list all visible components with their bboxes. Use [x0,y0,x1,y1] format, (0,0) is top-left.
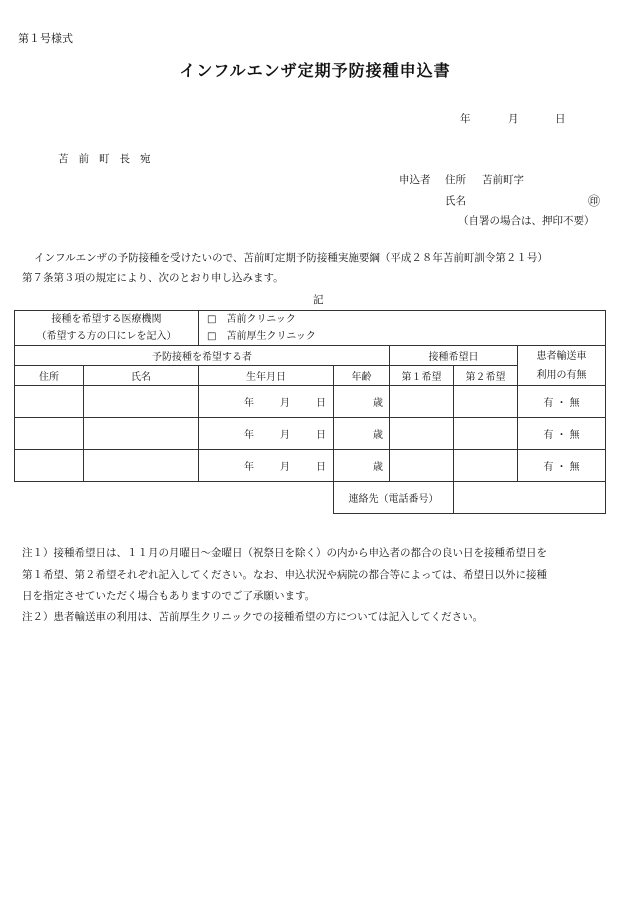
seal-note: （自署の場合は、押印不要） [458,215,595,227]
dob-day-label: 日 [316,398,326,409]
age-field[interactable] [334,386,390,418]
name-field[interactable] [84,450,199,482]
note-1-line-2: 第１希望、第２希望それぞれ記入してください。なお、申込状況や病院の都合等によっては、希望日以外に接種 [22,569,547,581]
age-field[interactable] [334,418,390,450]
application-table [14,310,606,514]
table-row [15,450,606,482]
institution-option-1-label: 苫前クリニック [226,314,296,325]
second-choice-field[interactable] [454,418,518,450]
col-dob: 生年月日 [199,366,334,386]
dob-year-label: 年 [244,462,254,473]
seal-mark: ㊞ [588,194,601,208]
applicant-address-label: 住所 [445,174,466,186]
section-transport-header [518,346,606,386]
checkbox-icon[interactable]: □ [207,331,217,342]
dob-month-label: 月 [280,398,290,409]
ki-label: 記 [313,294,324,306]
dob-field[interactable] [199,386,334,418]
transport-choice[interactable]: 有 ・ 無 [518,386,606,418]
dob-year-label: 年 [244,398,254,409]
section-person-header: 予防接種を希望する者 [15,346,390,366]
col-name: 氏名 [84,366,199,386]
section-dates-header: 接種希望日 [390,346,518,366]
second-choice-field[interactable] [454,386,518,418]
name-field[interactable] [84,418,199,450]
first-choice-field[interactable] [390,386,454,418]
form-number: 第１号様式 [18,32,73,45]
dob-field[interactable] [199,450,334,482]
transport-header-1: 患者輸送車 [536,350,587,362]
intro-line-2: 第７条第３項の規定により、次のとおり申し込みます。 [22,272,284,284]
intro-line-1 [22,250,618,265]
institution-label-cell [15,311,199,346]
col-address: 住所 [15,366,84,386]
col-first-choice: 第１希望 [390,366,454,386]
table-row [15,418,606,450]
date-day-label: 日 [555,113,566,125]
name-field[interactable] [84,386,199,418]
dob-field[interactable] [199,418,334,450]
address-field[interactable] [15,450,84,482]
date-line [0,111,630,125]
address-field[interactable] [15,386,84,418]
age-unit-label: 歳 [373,430,383,441]
contact-label: 連絡先（電話番号） [334,482,454,514]
table-row [15,386,606,418]
institution-label-2: （希望する方の口にレを記入） [36,331,177,342]
institution-option-2-label: 苫前厚生クリニック [226,331,316,342]
applicant-address-value: 苫前町字 [482,174,524,186]
dob-month-label: 月 [280,430,290,441]
note-1-line-3: 日を指定させていただく場合もありますのでご了承願います。 [22,590,316,602]
dob-day-label: 日 [316,462,326,473]
dob-day-label: 日 [316,430,326,441]
address-field[interactable] [15,418,84,450]
applicant-name-label: 氏名 [445,195,466,207]
date-year-label: 年 [460,113,471,125]
institution-option-1[interactable] [207,311,605,328]
transport-choice[interactable]: 有 ・ 無 [518,418,606,450]
dob-year-label: 年 [244,430,254,441]
note-1-line-1: 注１）接種希望日は、１１月の月曜日～金曜日（祝祭日を除く）の内から申込者の都合の良い日を接種希望日を [22,547,547,559]
addressee: 苫前町長宛 [58,153,161,165]
first-choice-field[interactable] [390,418,454,450]
col-age: 年齢 [334,366,390,386]
age-field[interactable] [334,450,390,482]
institution-options-cell [199,311,606,346]
age-unit-label: 歳 [373,398,383,409]
first-choice-field[interactable] [390,450,454,482]
transport-choice[interactable]: 有 ・ 無 [518,450,606,482]
note-2: 注２）患者輸送車の利用は、苫前厚生クリニックでの接種希望の方については記入してください。 [22,611,484,623]
applicant-label: 申込者 [399,174,431,186]
intro-line-1-text: インフルエンザの予防接種を受けたいので、苫前町定期予防接種実施要綱（平成２８年苫前町訓令第２１号） [34,252,548,264]
contact-field[interactable] [454,482,606,514]
institution-label-1: 接種を希望する医療機関 [51,314,162,325]
page-title: インフルエンザ定期予防接種申込書 [179,61,451,80]
date-month-label: 月 [508,113,519,125]
transport-header-2: 利用の有無 [536,369,587,381]
dob-month-label: 月 [280,462,290,473]
checkbox-icon[interactable]: □ [207,314,217,325]
col-second-choice: 第２希望 [454,366,518,386]
institution-option-2[interactable] [207,328,605,345]
age-unit-label: 歳 [373,462,383,473]
second-choice-field[interactable] [454,450,518,482]
